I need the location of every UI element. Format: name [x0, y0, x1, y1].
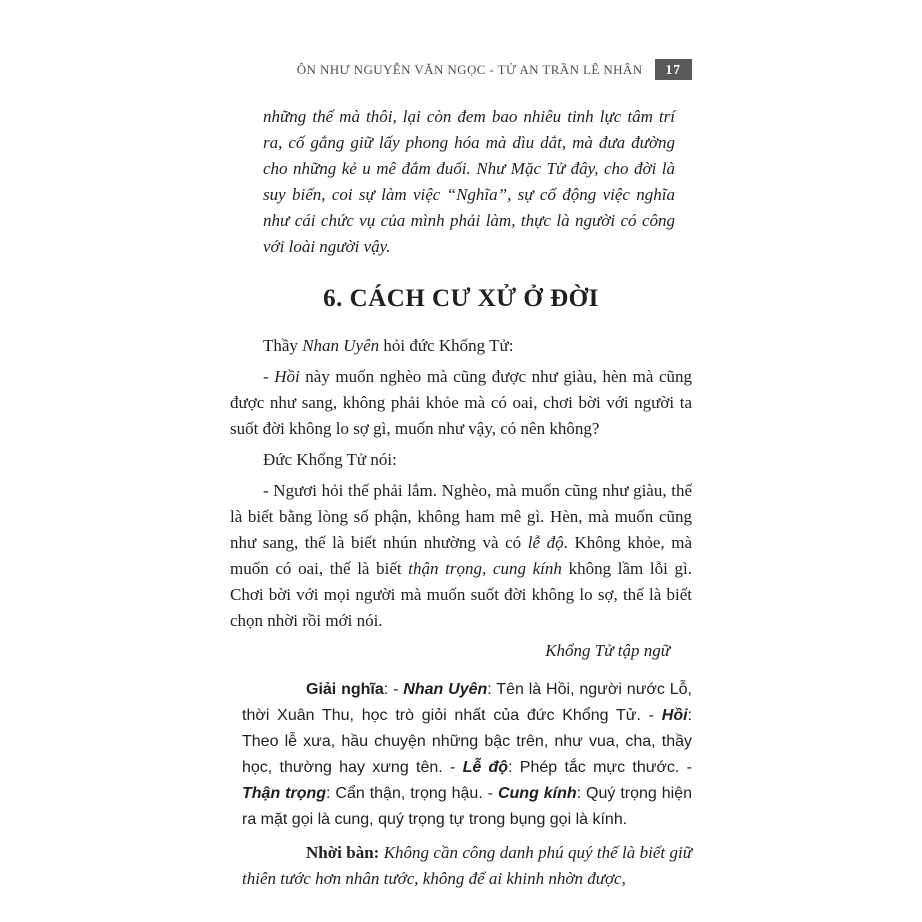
text-column — [230, 104, 692, 892]
page-header — [230, 59, 692, 80]
source-attribution: Khổng Tử tập ngữ — [545, 641, 670, 660]
page-number-badge: 17 — [655, 59, 693, 80]
dialog-block — [230, 333, 692, 634]
dialog-paragraph: Đức Khổng Tử nói: — [263, 450, 397, 469]
glossary-paragraph: Giải nghĩa: - Nhan Uyên: Tên là Hồi, người nước Lỗ, thời Xuân Thu, học trò giỏi nhất của đức Khổng Tử. - Hồi: Theo lễ xưa, hầu chuyện những bậc trên, như vua, cha, thầy học, thường hay xưng tên. - Lễ độ: Phép tắc mực thước. - Thận trọng: Cẩn thận, trọng hậu. - Cung kính: Quý trọng hiện ra mặt gọi là cung, quý trọng tự trong bụng gọi là kính. — [242, 681, 693, 828]
dialog-paragraph: - Ngươi hỏi thế phải lắm. Nghèo, mà muốn cũng như giàu, thế là biết bằng lòng số phận, không ham mê gì. Hèn, mà muốn cũng như sang, thế là biết nhún nhường và có lễ độ. Không khỏe, mà muốn có oai, thế là biết thận trọng, cung kính không lầm lỗi gì. Chơi bời với mọi người mà muốn suốt đời không lo sợ, thế là biết chọn nhời rồi mới nói. — [230, 481, 692, 630]
section-title: 6. CÁCH CƯ XỬ Ở ĐỜI — [323, 285, 599, 312]
intro-quote-paragraph: những thế mà thôi, lại còn đem bao nhiêu tinh lực tâm trí ra, cố gắng giữ lấy phong hóa mà dìu dắt, mà đưa đường cho những kẻ u mê đắm đuối. Như Mặc Tử đây, cho đời là suy biến, coi sự làm việc “Nghĩa”, sự cổ động việc nghĩa như cái chức vụ của mình phải làm, thực là người có công với loài người vậy. — [263, 107, 675, 256]
dialog-paragraph: - Hồi này muốn nghèo mà cũng được như giàu, hèn mà cũng được như sang, không phải khỏe mà có oai, chơi bời với người ta suốt đời không lo sợ gì, muốn như vậy, có nên không? — [230, 367, 692, 438]
dialog-paragraph: Thầy Nhan Uyên hỏi đức Khổng Tử: — [263, 336, 514, 355]
commentary-paragraph: Nhời bàn: Không cần công danh phú quý thế là biết giữ thiên tước hơn nhân tước, không để ai khinh nhờn được, — [242, 843, 692, 888]
running-title: ÔN NHƯ NGUYỄN VĂN NGỌC - TỬ AN TRẦN LÊ NHÂN — [296, 61, 643, 77]
